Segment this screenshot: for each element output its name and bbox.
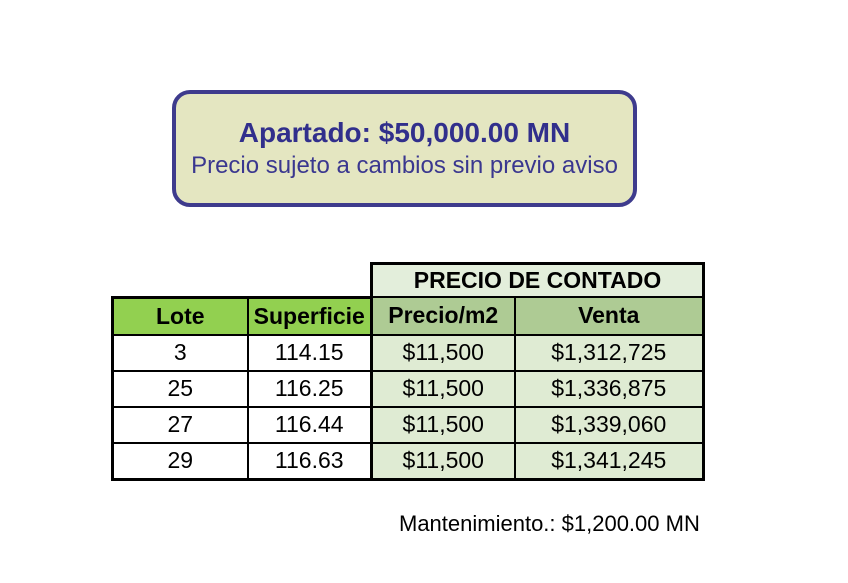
group-header-precio-de-contado: PRECIO DE CONTADO [372,264,704,298]
column-header-superficie: Superficie [248,297,372,335]
cell-superficie: 116.44 [248,407,372,443]
cell-venta: $1,341,245 [515,443,704,480]
column-header-row [113,297,704,335]
cell-lote: 25 [113,371,248,407]
apartado-subtitle: Precio sujeto a cambios sin previo aviso [191,151,618,179]
empty-cell [113,264,248,298]
cell-precio-m2: $11,500 [372,371,515,407]
maintenance-note: Mantenimiento.: $1,200.00 MN [399,511,700,536]
apartado-notice-box [172,90,637,207]
cell-venta: $1,339,060 [515,407,704,443]
table-row [113,371,704,407]
cell-lote: 29 [113,443,248,480]
column-header-lote: Lote [113,297,248,335]
cell-venta: $1,312,725 [515,335,704,371]
cell-lote: 3 [113,335,248,371]
cell-superficie: 114.15 [248,335,372,371]
table-row [113,443,704,480]
cell-precio-m2: $11,500 [372,443,515,480]
cell-venta: $1,336,875 [515,371,704,407]
price-table [111,262,705,481]
cell-precio-m2: $11,500 [372,407,515,443]
cell-superficie: 116.25 [248,371,372,407]
apartado-title: Apartado: $50,000.00 MN [238,117,571,149]
column-header-venta: Venta [515,297,704,335]
column-header-precio-m2: Precio/m2 [372,297,515,335]
group-header-row [113,264,704,298]
cell-precio-m2: $11,500 [372,335,515,371]
cell-lote: 27 [113,407,248,443]
empty-cell [248,264,372,298]
table-row [113,407,704,443]
table-row [113,335,704,371]
cell-superficie: 116.63 [248,443,372,480]
